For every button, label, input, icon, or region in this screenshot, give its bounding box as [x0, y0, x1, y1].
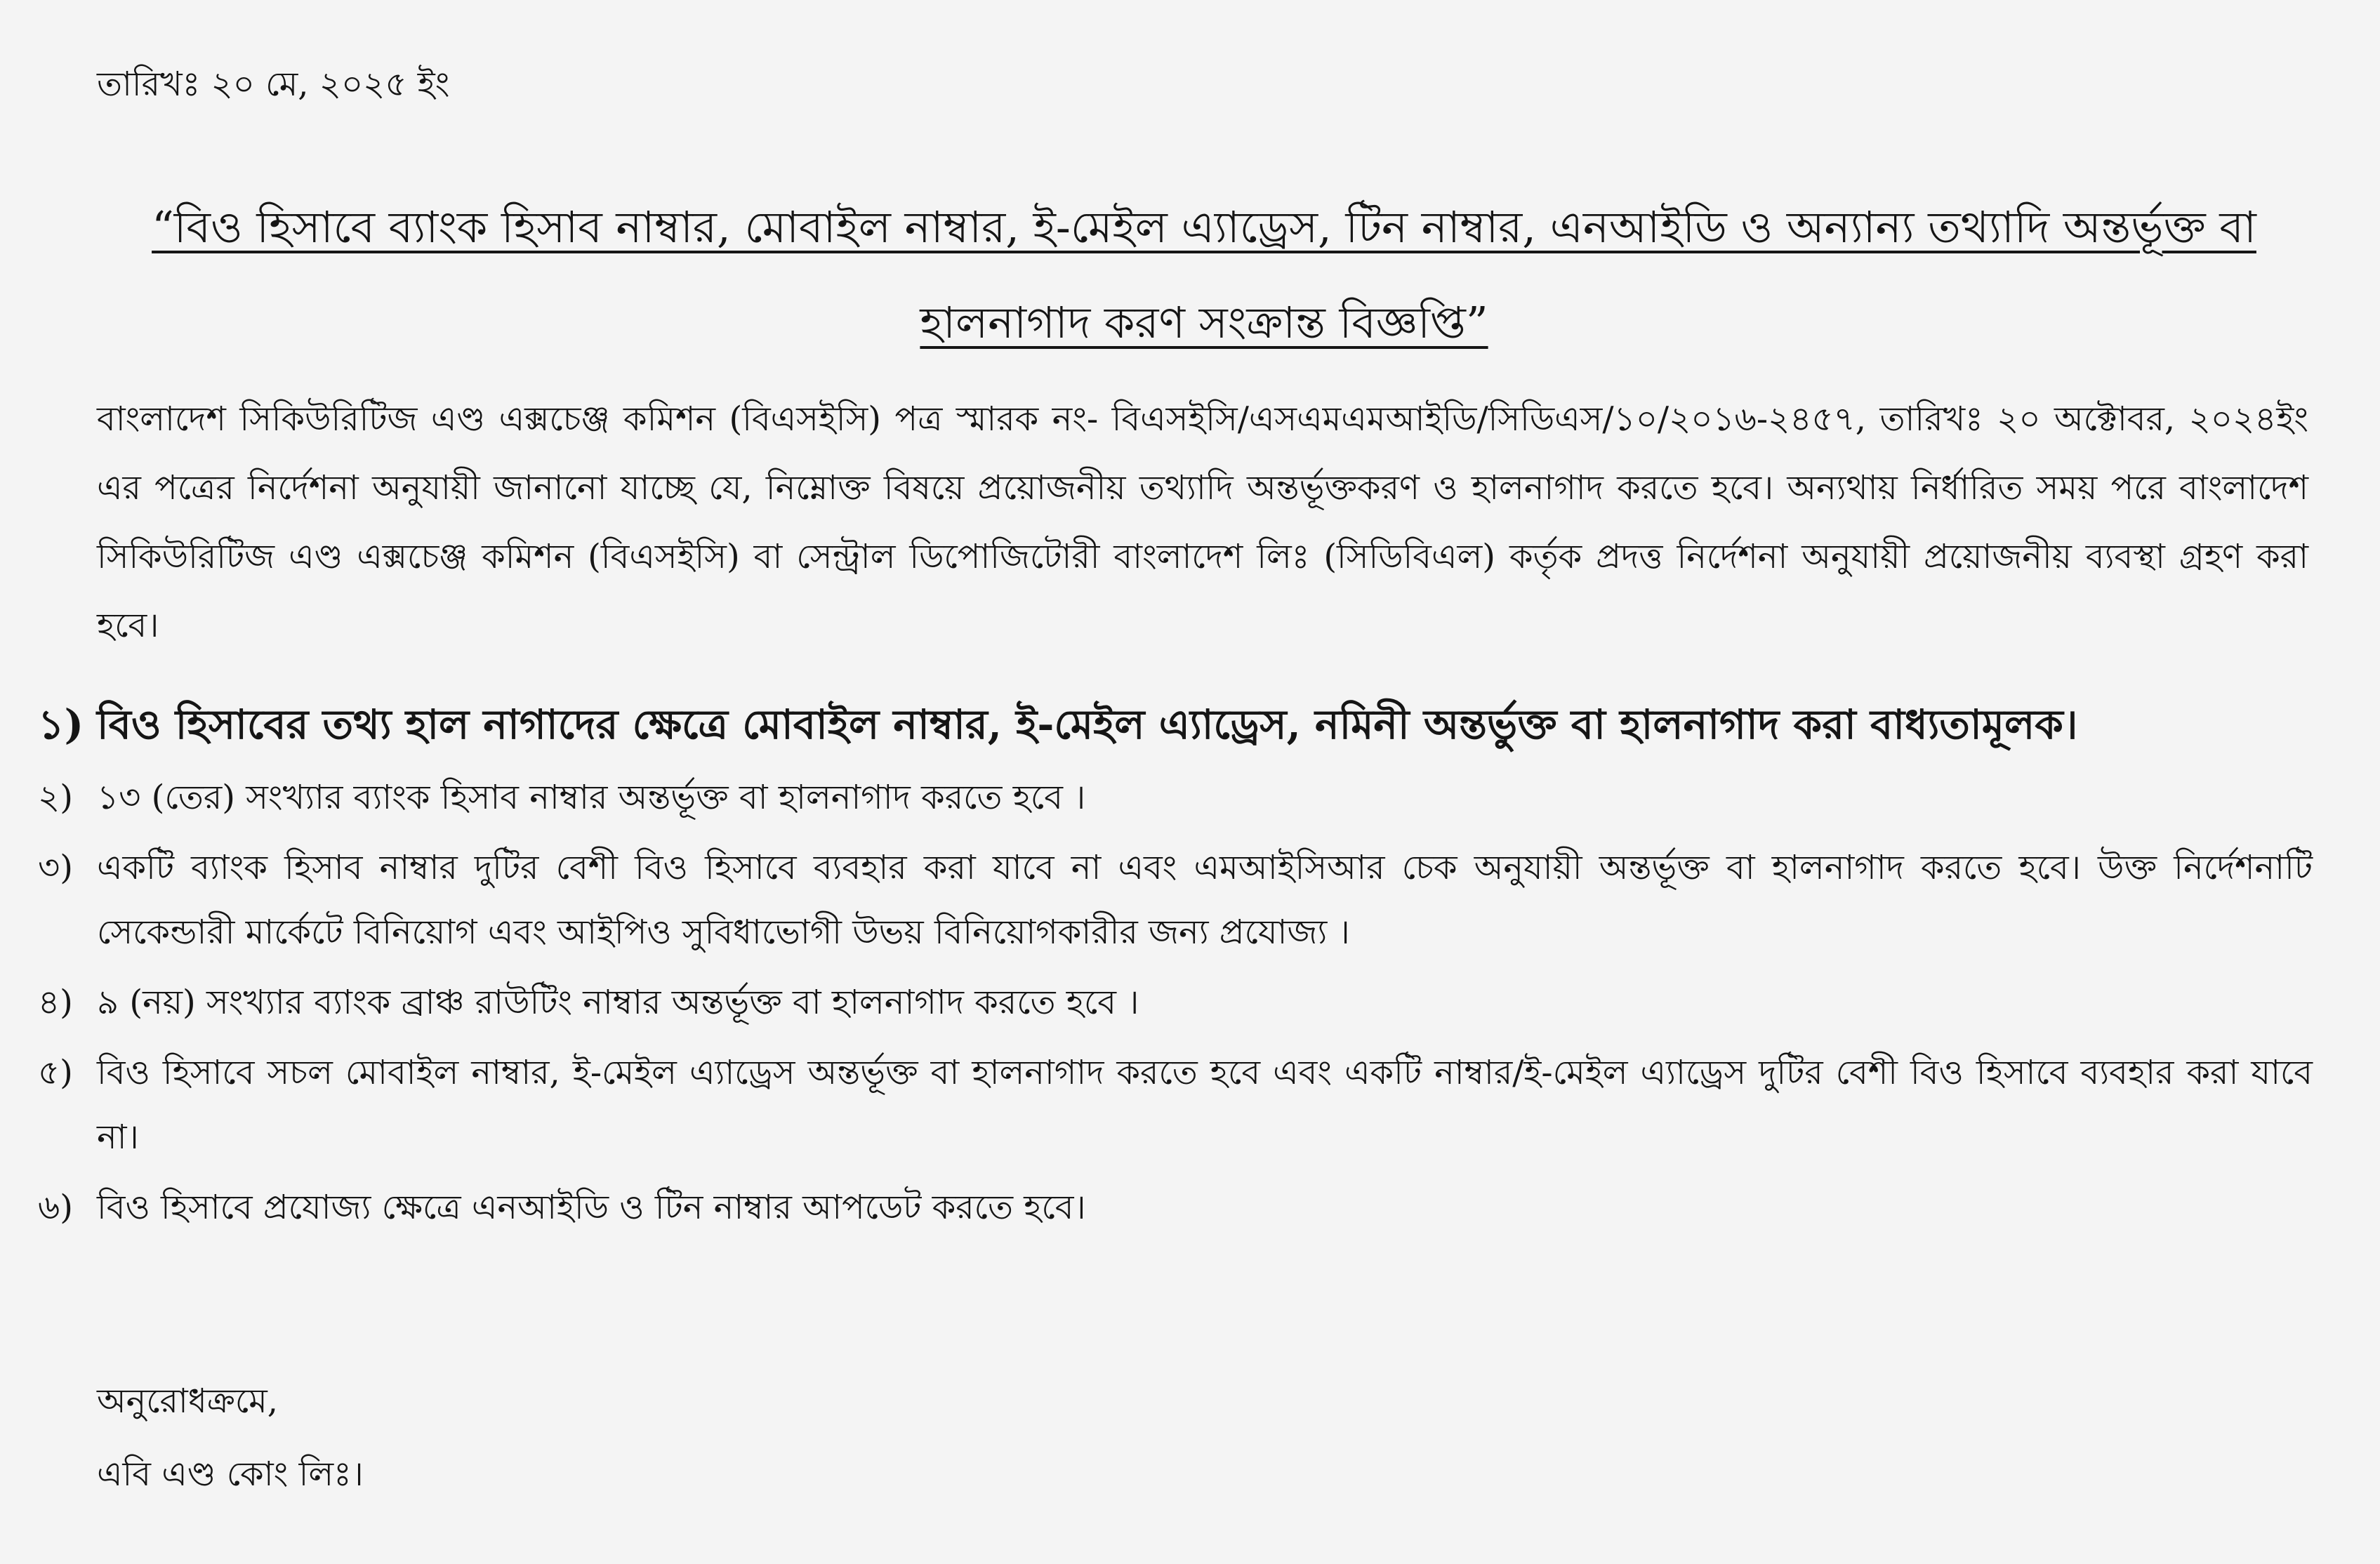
list-item	[38, 1175, 2313, 1240]
item-text: বিও হিসাবে সচল মোবাইল নাম্বার, ই-মেইল এ্যাড্রেস অন্তর্ভূক্ত বা হালনাগাদ করতে হবে এবং একটি নাম্বার/ই-মেইল এ্যাড্রেস দুটির বেশী বিও হিসাবে ব্যবহার করা যাবে না।	[97, 1053, 2313, 1157]
list-item	[38, 691, 2313, 758]
item-text: একটি ব্যাংক হিসাব নাম্বার দুটির বেশী বিও হিসাবে ব্যবহার করা যাবে না এবং এমআইসিআর চেক অনুযায়ী অন্তর্ভূক্ত বা হালনাগাদ করতে হবে। উক্ত নির্দেশনাটি সেকেন্ডারী মার্কেটে বিনিয়োগ এবং আইপিও সুবিধাভোগী উভয় বিনিয়োগকারীর জন্য প্রযোজ্য ।	[97, 848, 2313, 952]
intro-text: বাংলাদেশ সিকিউরিটিজ এণ্ড এক্সচেঞ্জ কমিশন (বিএসইসি) পত্র স্মারক নং- বিএসইসি/এসএমএমআইডি/সিডিএস/১০/২০১৬-২৪৫৭, তারিখঃ ২০ অক্টোবর, ২০২৪ইং এর পত্রের নির্দেশনা অনুযায়ী জানানো যাচ্ছে যে, নিম্নোক্ত বিষয়ে প্রয়োজনীয় তথ্যাদি অন্তর্ভূক্তকরণ ও হালনাগাদ করতে হবে। অন্যথায় নির্ধারিত সময় পরে বাংলাদেশ সিকিউরিটিজ এণ্ড এক্সচেঞ্জ কমিশন (বিএসইসি) বা সেন্ট্রাল ডিপোজিটোরী বাংলাদেশ লিঃ (সিডিবিএল) কর্তৃক প্রদত্ত নির্দেশনা অনুযায়ী প্রয়োজনীয় ব্যবস্থা গ্রহণ করা হবে।	[97, 399, 2308, 645]
notice-date: তারিখঃ ২০ মে, ২০২৫ ইং	[97, 65, 450, 104]
item-number: ৪)	[38, 983, 73, 1022]
list-item	[38, 765, 2313, 830]
list-item	[38, 835, 2313, 965]
notice-title: “বিও হিসাবে ব্যাংক হিসাব নাম্বার, মোবাইল নাম্বার, ই-মেইল এ্যাড্রেস, টিন নাম্বার, এনআইডি ও অন্যান্য তথ্যাদি অন্তর্ভূক্ত বা হালনাগাদ করণ সংক্রান্ত বিজ্ঞপ্তি”	[152, 201, 2256, 348]
item-number: ১)	[38, 701, 84, 748]
item-number: ২)	[38, 778, 73, 817]
item-number: ৬)	[38, 1188, 73, 1227]
item-number: ৫)	[38, 1053, 73, 1092]
list-item	[38, 1040, 2313, 1169]
item-number: ৩)	[38, 848, 73, 887]
item-text: বিও হিসাবে প্রযোজ্য ক্ষেত্রে এনআইডি ও টিন নাম্বার আপডেট করতে হবে।	[97, 1188, 1086, 1227]
notice-items	[38, 691, 2313, 1245]
item-text: ১৩ (তের) সংখ্যার ব্যাংক হিসাব নাম্বার অন্তর্ভূক্ত বা হালনাগাদ করতে হবে ।	[97, 778, 1086, 817]
signoff	[97, 1365, 364, 1511]
item-text: বিও হিসাবের তথ্য হাল নাগাদের ক্ষেত্রে মোবাইল নাম্বার, ই-মেইল এ্যাড্রেস, নমিনী অন্তর্ভুক্ত বা হালনাগাদ করা বাধ্যতামূলক।	[97, 701, 2078, 748]
signoff-line-2: এবি এণ্ড কোং লিঃ।	[97, 1454, 364, 1494]
intro-paragraph	[97, 385, 2308, 660]
signoff-line-1: অনুরোধক্রমে,	[97, 1381, 279, 1421]
list-item	[38, 970, 2313, 1035]
item-text: ৯ (নয়) সংখ্যার ব্যাংক ব্রাঞ্চ রাউটিং নাম্বার অন্তর্ভূক্ত বা হালনাগাদ করতে হবে ।	[97, 983, 1139, 1022]
